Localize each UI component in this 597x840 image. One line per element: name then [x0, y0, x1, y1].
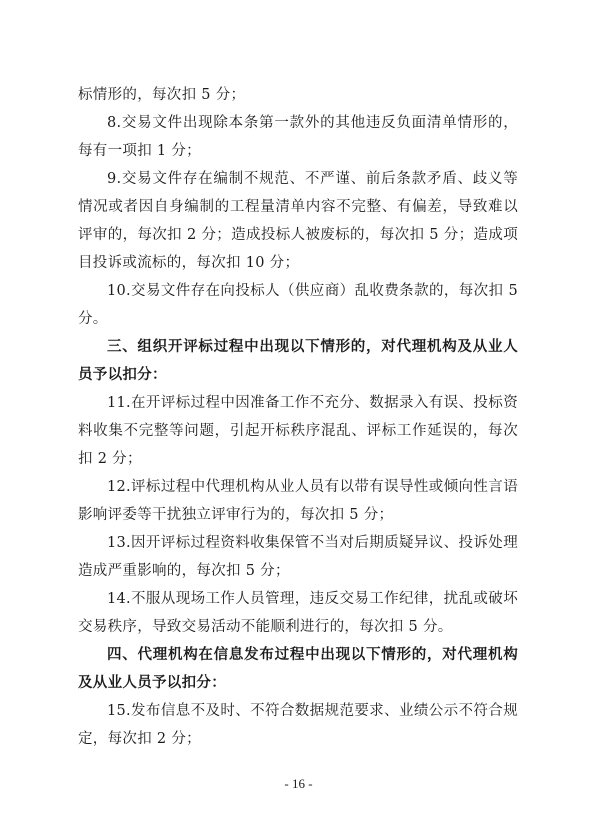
paragraph-item-8: 8.交易文件出现除本条第一款外的其他违反负面清单情形的，每有一项扣 1 分； [78, 115, 518, 159]
paragraph-item-9: 9.交易文件存在编制不规范、不严谨、前后条款矛盾、歧义等情况或者因自身编制的工程量清单内容不完整、有偏差，导致难以评审的，每次扣 2 分；造成投标人被废标的，每次扣 5 分；造成项目投诉或流标的，每次扣 10 分； [78, 171, 518, 271]
paragraph-item-12: 12.评标过程中代理机构从业人员有以带有误导性或倾向性言语影响评委等干扰独立评审行为的，每次扣 5 分； [78, 479, 518, 523]
page-number: - 16 - [284, 776, 313, 791]
paragraph-item-15: 15.发布信息不及时、不符合数据规范要求、业绩公示不符合规定，每次扣 2 分； [78, 703, 518, 747]
paragraph-item-14: 14.不服从现场工作人员管理，违反交易工作纪律，扰乱或破坏交易秩序，导致交易活动不能顺利进行的，每次扣 5 分。 [78, 591, 518, 635]
paragraph-continuation: 标情形的，每次扣 5 分； [78, 87, 246, 103]
section-heading-3: 三、组织开评标过程中出现以下情形的，对代理机构及从业人员予以扣分： [78, 339, 518, 383]
section-heading-4: 四、代理机构在信息发布过程中出现以下情形的，对代理机构及从业人员予以扣分： [78, 647, 518, 691]
paragraph-item-10: 10.交易文件存在向投标人（供应商）乱收费条款的，每次扣 5 分。 [78, 283, 518, 327]
document-body [78, 81, 518, 753]
paragraph-item-11: 11.在开评标过程中因准备工作不充分、数据录入有误、投标资料收集不完整等问题，引起开标秩序混乱、评标工作延误的，每次扣 2 分； [78, 395, 518, 467]
paragraph-item-13: 13.因开评标过程资料收集保管不当对后期质疑异议、投诉处理造成严重影响的，每次扣 5 分； [78, 535, 518, 579]
